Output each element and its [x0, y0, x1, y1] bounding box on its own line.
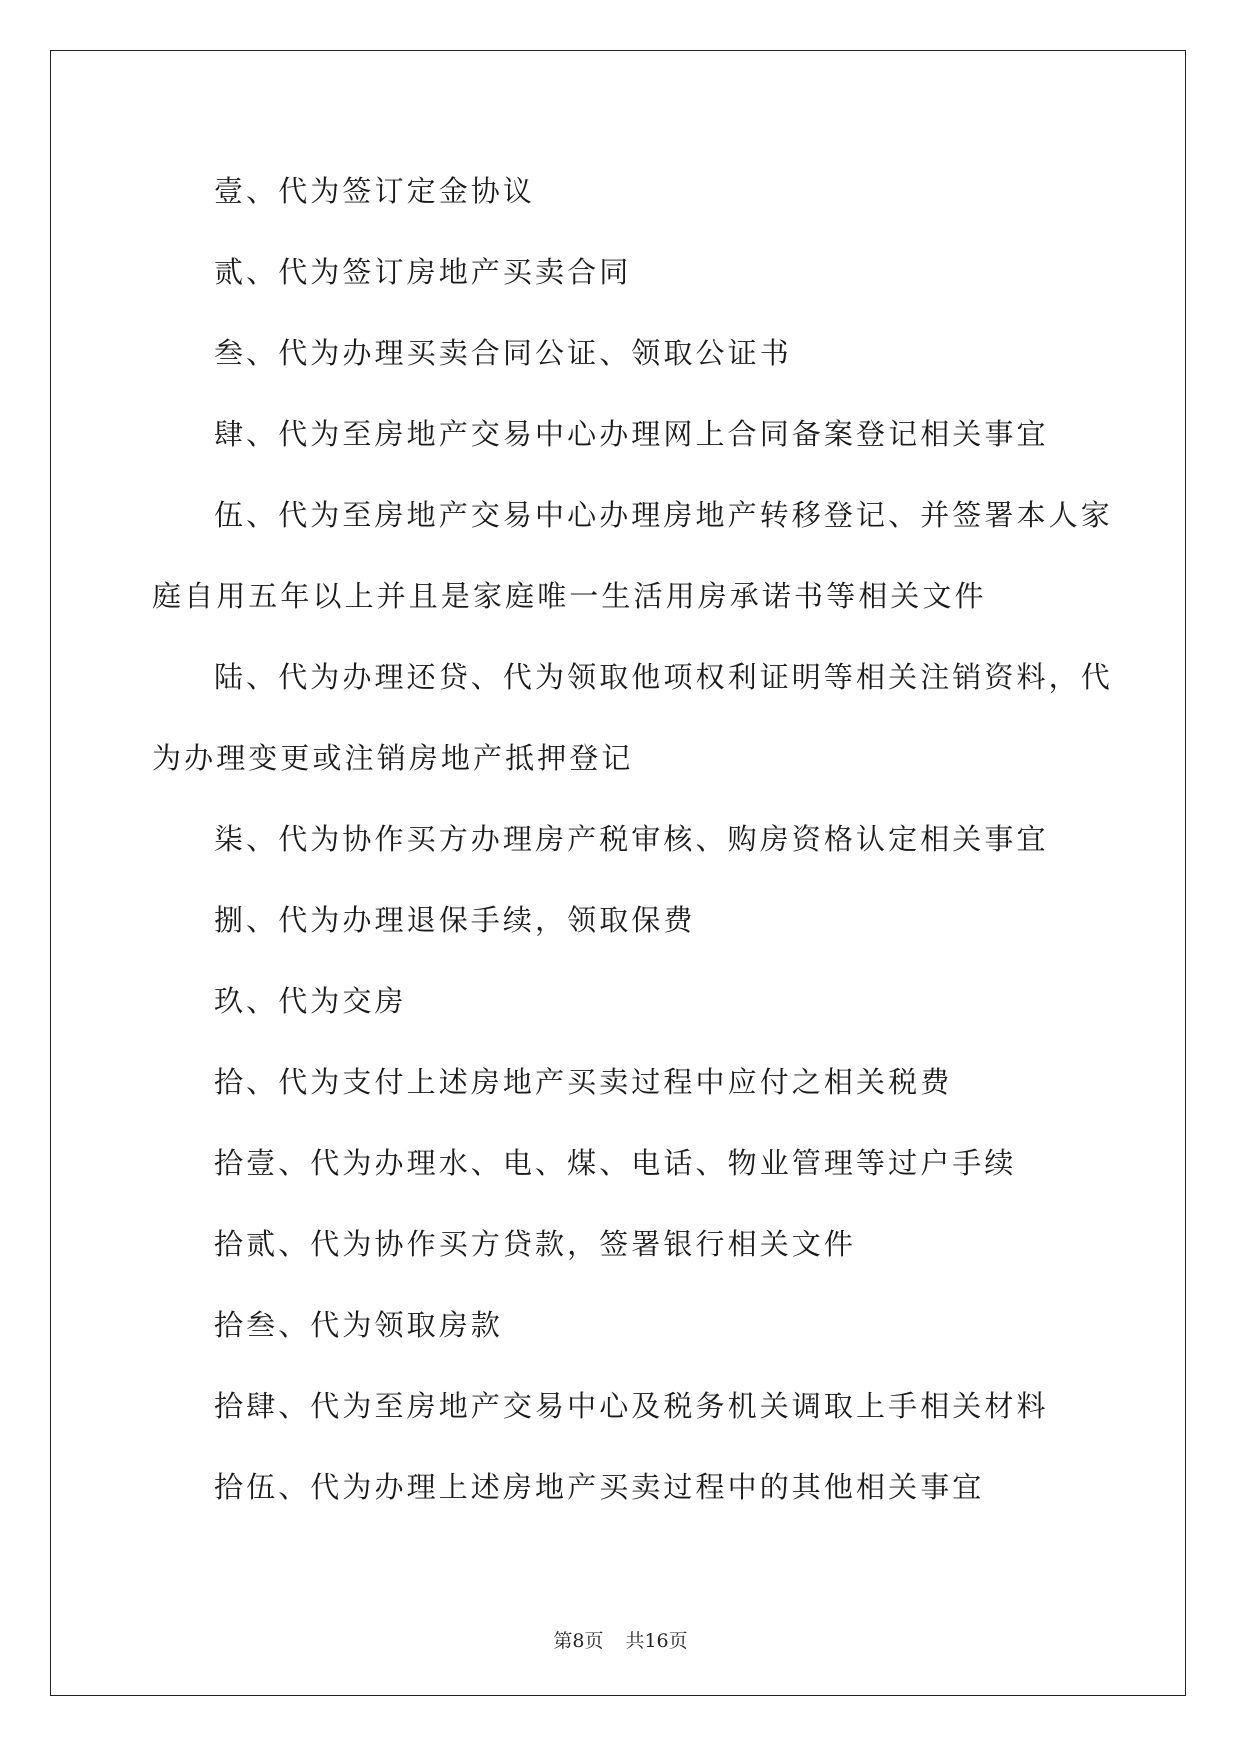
item-line-2: 贰、代为签订房地产买卖合同: [214, 255, 632, 289]
item-line-13: 拾叁、代为领取房款: [214, 1308, 503, 1342]
item-line-9: 玖、代为交房: [214, 984, 407, 1018]
item-line-5-continued: 庭自用五年以上并且是家庭唯一生活用房承诺书等相关文件: [152, 579, 987, 613]
item-line-4: 肆、代为至房地产交易中心办理网上合同备案登记相关事宜: [214, 417, 1049, 451]
item-line-1: 壹、代为签订定金协议: [214, 174, 536, 208]
item-line-3: 叁、代为办理买卖合同公证、领取公证书: [214, 336, 792, 370]
item-line-7: 柒、代为协作买方办理房产税审核、购房资格认定相关事宜: [214, 822, 1049, 856]
item-line-5: 伍、代为至房地产交易中心办理房地产转移登记、并签署本人家: [214, 498, 1113, 532]
page-total: 共16页: [625, 1630, 688, 1652]
item-line-15: 拾伍、代为办理上述房地产买卖过程中的其他相关事宜: [214, 1470, 985, 1504]
item-line-10: 拾、代为支付上述房地产买卖过程中应付之相关税费: [214, 1065, 953, 1099]
item-line-12: 拾贰、代为协作买方贷款，签署银行相关文件: [214, 1227, 857, 1261]
page-footer: [0, 1626, 1241, 1653]
page-border: [50, 50, 1186, 1696]
item-line-11: 拾壹、代为办理水、电、煤、电话、物业管理等过户手续: [214, 1146, 1017, 1180]
item-line-8: 捌、代为办理退保手续，领取保费: [214, 903, 696, 937]
item-line-6: 陆、代为办理还贷、代为领取他项权利证明等相关注销资料，代: [214, 660, 1113, 694]
page-number: 第8页: [553, 1630, 604, 1652]
item-line-14: 拾肆、代为至房地产交易中心及税务机关调取上手相关材料: [214, 1389, 1049, 1423]
item-line-6-continued: 为办理变更或注销房地产抵押登记: [152, 741, 634, 775]
